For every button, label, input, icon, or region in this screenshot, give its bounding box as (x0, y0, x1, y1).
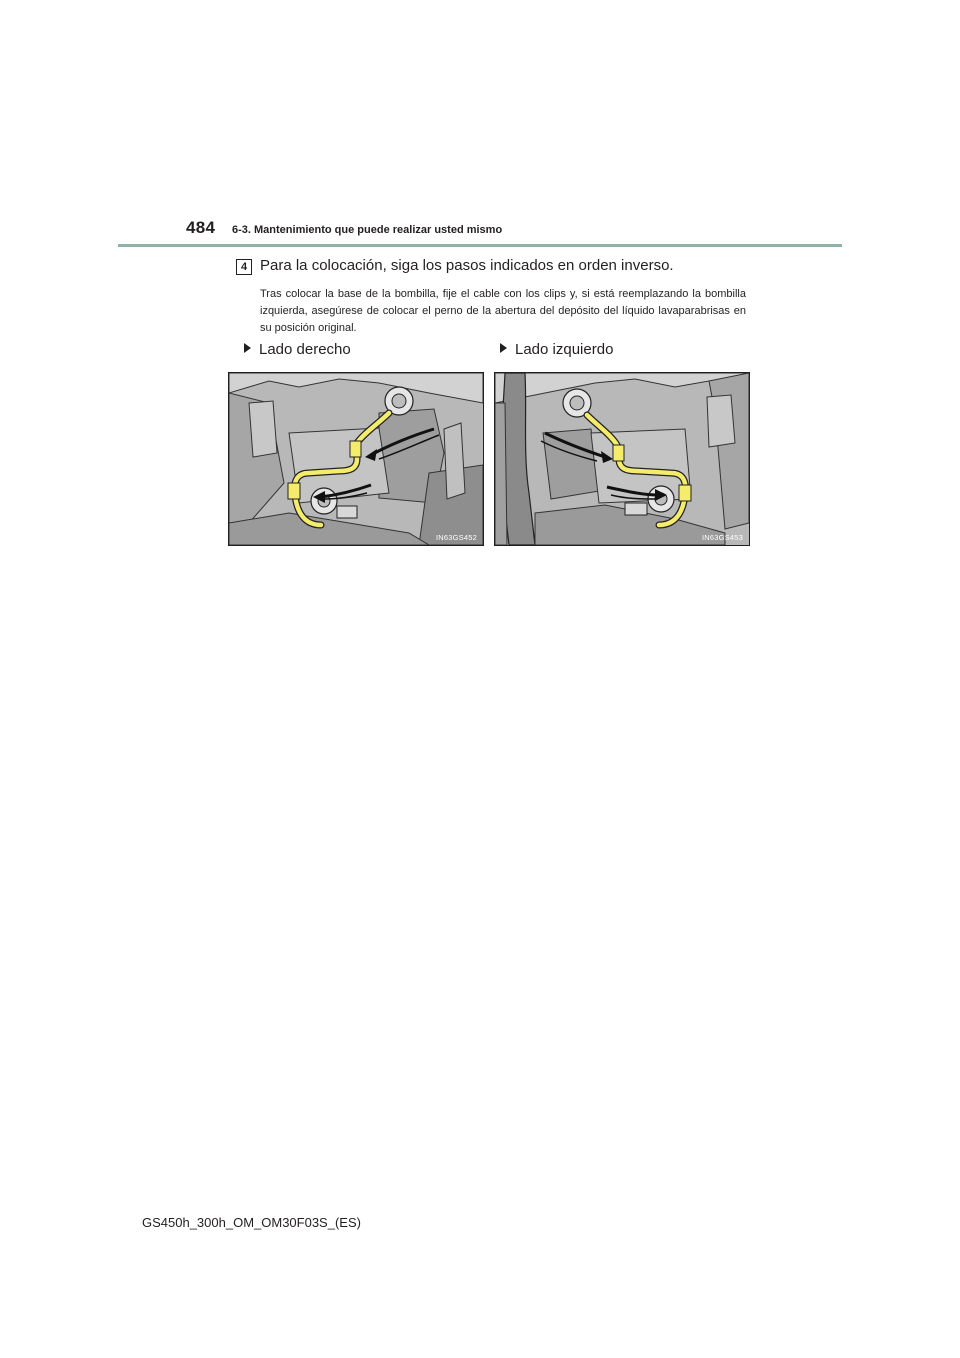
figure-code-left: IN63GS453 (702, 533, 743, 542)
step-number-badge: 4 (236, 259, 252, 275)
page-number: 484 (186, 218, 216, 237)
step-heading: Para la colocación, siga los pasos indicados en orden inverso. (260, 257, 674, 274)
figure-label-right-text: Lado derecho (259, 341, 351, 358)
headlight-bulb-drawing-right (229, 373, 483, 545)
section-title: 6-3. Mantenimiento que puede realizar usted mismo (232, 224, 503, 236)
illustration-left-side (494, 372, 750, 546)
headlight-bulb-drawing-left (495, 373, 749, 545)
triangle-bullet-icon (244, 343, 251, 353)
header-rule (118, 244, 842, 247)
figure-code-right: IN63GS452 (436, 533, 477, 542)
step-note: Tras colocar la base de la bombilla, fije el cable con los clips y, si está reemplazando la bombilla izquierda, asegúrese de colocar el perno de la abertura del depósito del líquido lavaparabrisas en su posición original. (260, 288, 746, 334)
triangle-bullet-icon (500, 343, 507, 353)
footer-manual-id: GS450h_300h_OM_OM30F03S_(ES) (142, 1215, 361, 1230)
figure-label-right (244, 341, 351, 358)
illustration-right-side (228, 372, 484, 546)
figure-label-left-text: Lado izquierdo (515, 341, 614, 358)
figure-label-left (500, 341, 613, 358)
